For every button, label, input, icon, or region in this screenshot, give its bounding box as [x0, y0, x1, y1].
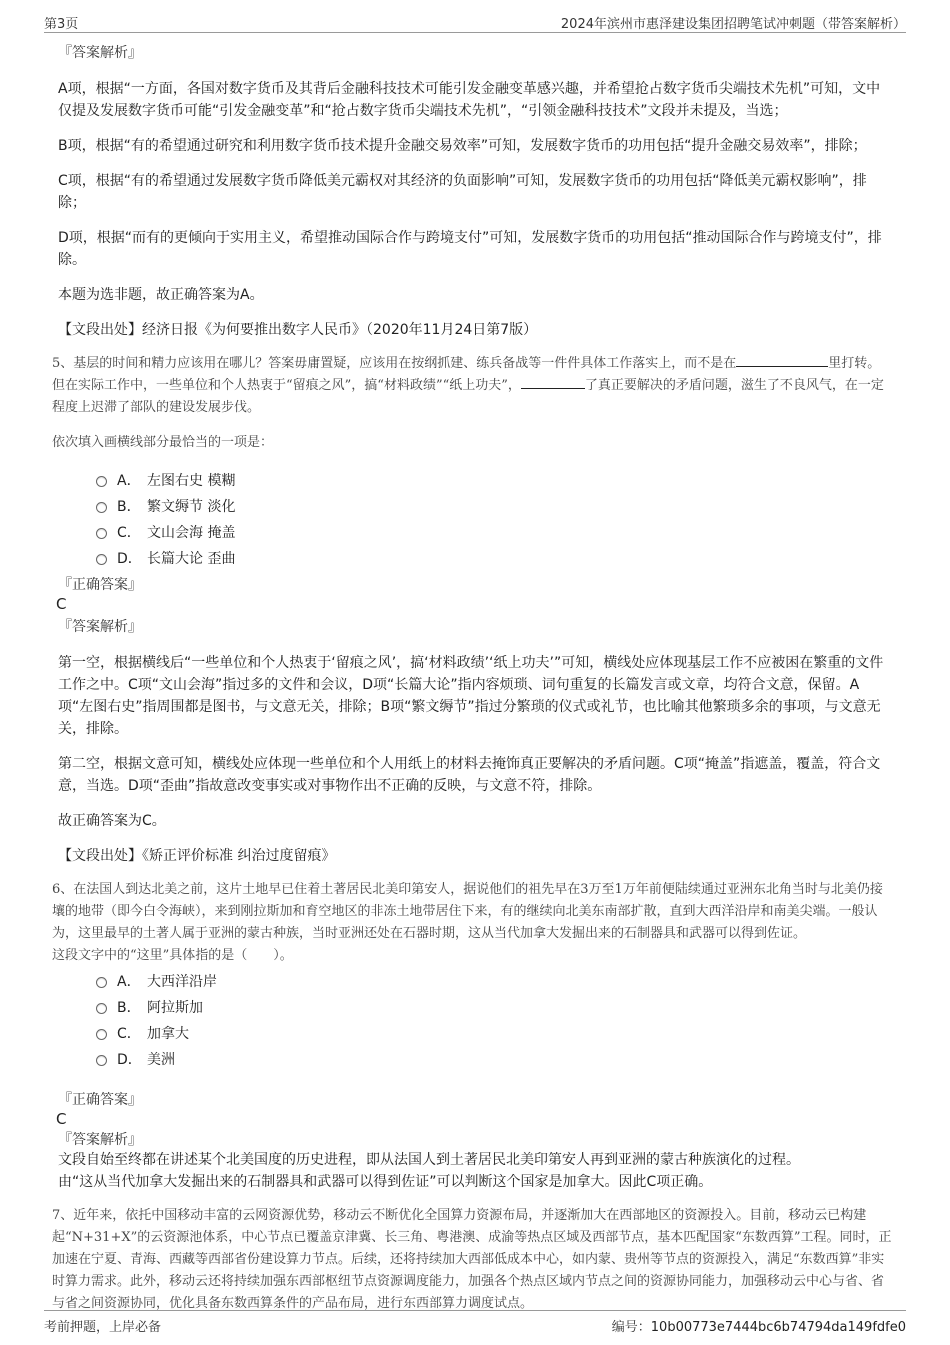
source-citation: 【文段出处】经济日报《为何要推出数字人民币》（2020年11月24日第7版） [58, 322, 538, 338]
radio-icon[interactable] [96, 554, 107, 565]
analysis-paragraph: 第一空，根据横线后“一些单位和个人热衷于‘留痕之风’，搞‘材料政绩’‘纸上功夫’”可知，横线处应体现基层工作不应被困在繁重的文件工作之中。C项“文山会海”指过多的文件和会议，D项“长篇大论”指内容烦琐、词句重复的长篇发言或文章，均符合文意，保留。A项“左图右史”指周围都是图书，与文意无关，排除；B项“繁文缛节”指过分繁琐的仪式或礼节，也比喻其他繁琐多余的事项，与文意无关，排除。 [58, 655, 884, 737]
radio-icon[interactable] [96, 1029, 107, 1040]
correct-answer: C [56, 595, 67, 613]
page-number: 第3页 [44, 17, 79, 32]
analysis-tag: 『答案解析』 [58, 619, 142, 635]
analysis-tag: 『答案解析』 [58, 1132, 142, 1148]
analysis-paragraph: 第二空，根据文意可知，横线处应体现一些单位和个人用纸上的材料去掩饰真正要解决的矛盾问题。C项“掩盖”指遮盖，覆盖，符合文意，当选。D项“歪曲”指故意改变事实或对事物作出不正确的反映，与文意不符，排除。 [58, 756, 881, 794]
question-5-options [96, 468, 892, 572]
radio-icon[interactable] [96, 502, 107, 513]
analysis-conclusion: 本题为选非题，故正确答案为A。 [58, 287, 264, 303]
option-c[interactable]: C． 加拿大 [96, 1021, 892, 1047]
analysis-paragraph: D项，根据“而有的更倾向于实用主义，希望推动国际合作与跨境支付”可知，发展数字货币的功用包括“推动国际合作与跨境支付”，排除。 [58, 230, 882, 268]
option-b[interactable]: B． 繁文缛节 淡化 [96, 494, 892, 520]
analysis-paragraph: B项，根据“有的希望通过研究和利用数字货币技术提升金融交易效率”可知，发展数字货币的功用包括“提升金融交易效率”，排除； [58, 138, 867, 154]
footer-slogan: 考前押题，上岸必备 [44, 1320, 162, 1335]
radio-icon[interactable] [96, 977, 107, 988]
analysis-tag: 『答案解析』 [58, 45, 142, 61]
option-a[interactable]: A． 大西洋沿岸 [96, 969, 892, 995]
radio-icon[interactable] [96, 1003, 107, 1014]
correct-answer: C [56, 1110, 67, 1128]
option-b[interactable]: B． 阿拉斯加 [96, 995, 892, 1021]
analysis-paragraph: A项，根据“一方面，各国对数字货币及其背后金融科技技术可能引发金融变革感兴趣，并希望抢占数字货币尖端技术先机”可知，文中仅提及发展数字货币可能“引发金融变革”和“抢占数字货币尖端技术先机”，“引领金融科技技术”文段并未提及，当选； [58, 81, 881, 119]
option-a[interactable]: A． 左图右史 模糊 [96, 468, 892, 494]
radio-icon[interactable] [96, 528, 107, 539]
source-citation: 【文段出处】《矫正评价标准 纠治过度留痕》 [58, 848, 336, 864]
analysis-line: 文段自始至终都在讲述某个北美国度的历史进程，即从法国人到土著居民北美印第安人再到亚洲的蒙古种族演化的过程。 [58, 1152, 800, 1168]
fill-blank-1 [736, 354, 828, 367]
analysis-line: 由“这从当代加拿大发掘出来的石制器具和武器可以得到佐证”可以判断这个国家是加拿大。因此C项正确。 [58, 1174, 713, 1190]
correct-answer-tag: 『正确答案』 [58, 1092, 142, 1108]
radio-icon[interactable] [96, 1055, 107, 1066]
document-id: 编号：10b00773e7444bc6b74794da149fdfe0 [611, 1320, 906, 1335]
option-c[interactable]: C． 文山会海 掩盖 [96, 520, 892, 546]
question-5-stem: 5、基层的时间和精力应该用在哪儿？答案毋庸置疑，应该用在按纲抓建、练兵备战等一件件具体工作落实上，而不是在 里打转。但在实际工作中，一些单位和个人热衷于“留痕之风”，搞“材料政绩”“纸上功夫”， 了真正要解决的矛盾问题，滋生了不良风气，在一定程度上迟滞了部队的建设发展步伐。 [52, 356, 884, 415]
fill-blank-2 [521, 376, 585, 389]
page-footer [44, 1310, 906, 1335]
option-d[interactable]: D． 长篇大论 歪曲 [96, 546, 892, 572]
page-content [52, 42, 892, 1327]
question-5-prompt: 依次填入画横线部分最恰当的一项是： [52, 435, 274, 450]
question-6-stem: 6、在法国人到达北美之前，这片土地早已住着土著居民北美印第安人，据说他们的祖先早在3万至1万年前便陆续通过亚洲东北角当时与北美仍接壤的地带（即今白令海峡），来到刚拉斯加和育空地区的非冻土地带居住下来，有的继续向北美东南部扩散，直到大西洋沿岸和南美尖端。一般认为，这里最早的土著人属于亚洲的蒙古种族，当时亚洲还处在石器时期，这从当代加拿大发掘出来的石制器具和武器可以得到佐证。 [52, 882, 883, 941]
correct-answer-tag: 『正确答案』 [58, 577, 142, 593]
analysis-paragraph: C项，根据“有的希望通过发展数字货币降低美元霸权对其经济的负面影响”可知，发展数字货币的功用包括“降低美元霸权影响”，排除； [58, 173, 867, 211]
question-7-stem: 7、近年来，依托中国移动丰富的云网资源优势，移动云不断优化全国算力资源布局，并逐渐加大在西部地区的资源投入。目前，移动云已构建起“N+31+X”的云资源池体系，中心节点已覆盖京津冀、长三角、粤港澳、成渝等热点区域及西部节点，基本匹配国家“东数西算”工程。同时，正加速在宁夏、青海、西藏等西部省份建设算力节点。后续，还将持续加大西部低成本中心，如内蒙、贵州等节点的资源投入，满足“东数西算”非实时算力需求。此外，移动云还将持续加强东西部枢纽节点资源调度能力，加强各个热点区域内节点之间的资源协同能力，加强移动云中心与省、省与省之间资源协同，优化具备东数西算条件的产品布局，进行东西部算力调度试点。 [52, 1208, 892, 1311]
analysis-conclusion: 故正确答案为C。 [58, 813, 166, 829]
question-6-prompt: 这段文字中的“这里”具体指的是（ ）。 [52, 948, 293, 963]
page-header [44, 10, 906, 33]
option-d[interactable]: D． 美洲 [96, 1047, 892, 1073]
question-6-options [96, 969, 892, 1073]
document-title: 2024年滨州市惠泽建设集团招聘笔试冲刺题（带答案解析） [560, 17, 906, 32]
radio-icon[interactable] [96, 476, 107, 487]
